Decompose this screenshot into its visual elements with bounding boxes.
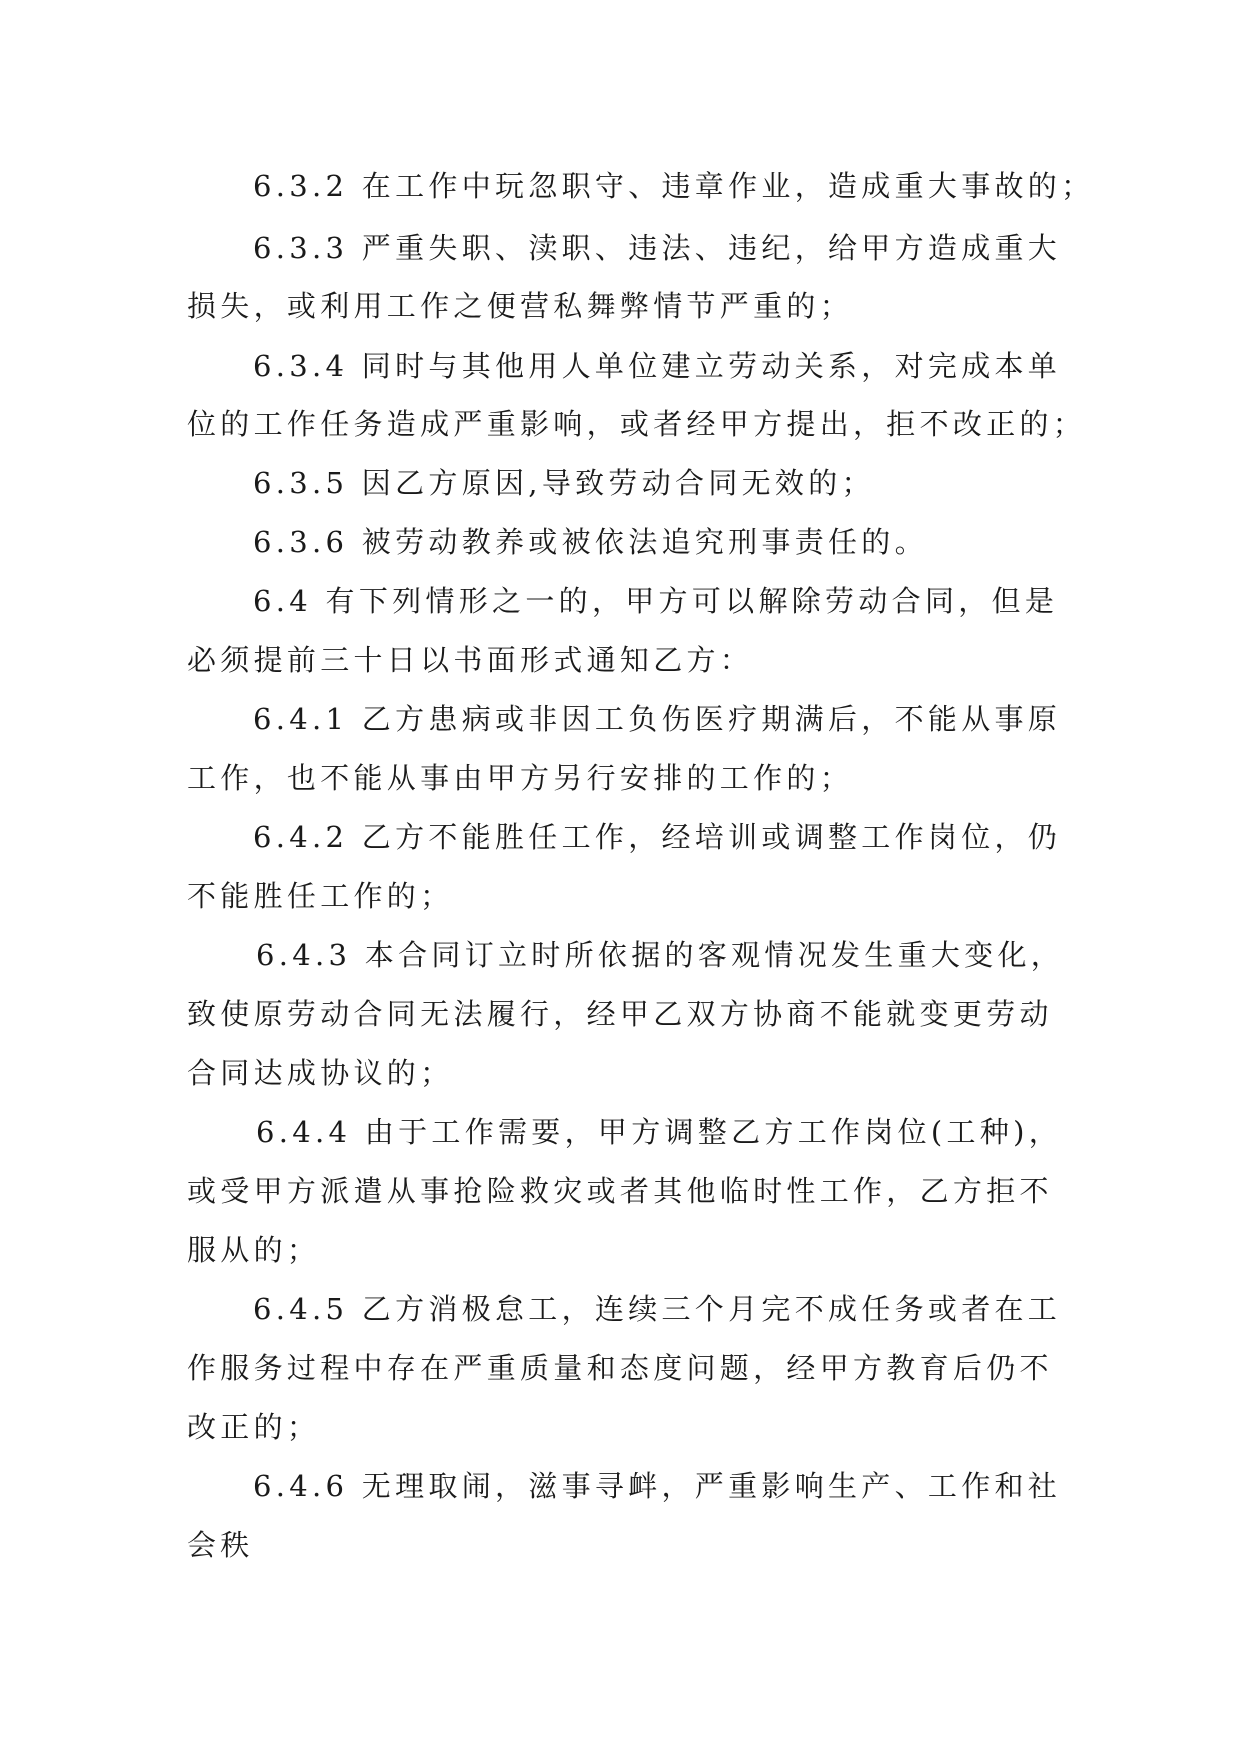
clause-6-3-4: 6.3.4 同时与其他用人单位建立劳动关系，对完成本单: [253, 349, 1062, 383]
clause-6-3-6: 6.3.6 被劳动教养或被依法追究刑事责任的。: [253, 525, 928, 559]
clause-6-4-1: 6.4.1 乙方患病或非因工负伤医疗期满后，不能从事原: [253, 702, 1062, 736]
clause-6-4-2-cont: 不能胜任工作的；: [187, 879, 454, 913]
clause-6-4-4-cont-1: 或受甲方派遣从事抢险救灾或者其他临时性工作，乙方拒不: [187, 1174, 1053, 1208]
clause-6-3-2: 6.3.2 在工作中玩忽职守、违章作业，造成重大事故的；: [253, 169, 1095, 203]
clause-6-4-6-cont: 会秩: [187, 1528, 254, 1562]
clause-6-4-6: 6.4.6 无理取闹，滋事寻衅，严重影响生产、工作和社: [253, 1469, 1062, 1503]
clause-6-4: 6.4 有下列情形之一的，甲方可以解除劳动合同，但是: [253, 584, 1059, 618]
clause-6-3-3-cont: 损失，或利用工作之便营私舞弊情节严重的；: [187, 289, 854, 323]
clause-6-3-3: 6.3.3 严重失职、渎职、违法、违纪，给甲方造成重大: [253, 231, 1062, 265]
clause-6-4-5: 6.4.5 乙方消极怠工，连续三个月完不成任务或者在工: [253, 1292, 1062, 1326]
clause-6-3-5: 6.3.5 因乙方原因,导致劳动合同无效的；: [253, 466, 875, 500]
clause-6-4-cont: 必须提前三十日以书面形式通知乙方：: [187, 643, 754, 677]
clause-6-4-3-cont-1: 致使原劳动合同无法履行，经甲乙双方协商不能就变更劳动: [187, 997, 1053, 1031]
clause-6-4-5-cont-1: 作服务过程中存在严重质量和态度问题，经甲方教育后仍不: [187, 1351, 1053, 1385]
clause-6-4-2: 6.4.2 乙方不能胜任工作，经培训或调整工作岗位，仍: [253, 820, 1062, 854]
clause-6-3-4-cont: 位的工作任务造成严重影响，或者经甲方提出，拒不改正的；: [187, 407, 1087, 441]
clause-6-4-4: 6.4.4 由于工作需要，甲方调整乙方工作岗位(工种)，: [256, 1115, 1063, 1149]
clause-6-4-5-cont-2: 改正的；: [187, 1410, 321, 1444]
clause-6-4-3-cont-2: 合同达成协议的；: [187, 1056, 454, 1090]
clause-6-4-4-cont-2: 服从的；: [187, 1233, 321, 1267]
clause-6-4-1-cont: 工作，也不能从事由甲方另行安排的工作的；: [187, 761, 854, 795]
clause-6-4-3: 6.4.3 本合同订立时所依据的客观情况发生重大变化，: [256, 938, 1065, 972]
